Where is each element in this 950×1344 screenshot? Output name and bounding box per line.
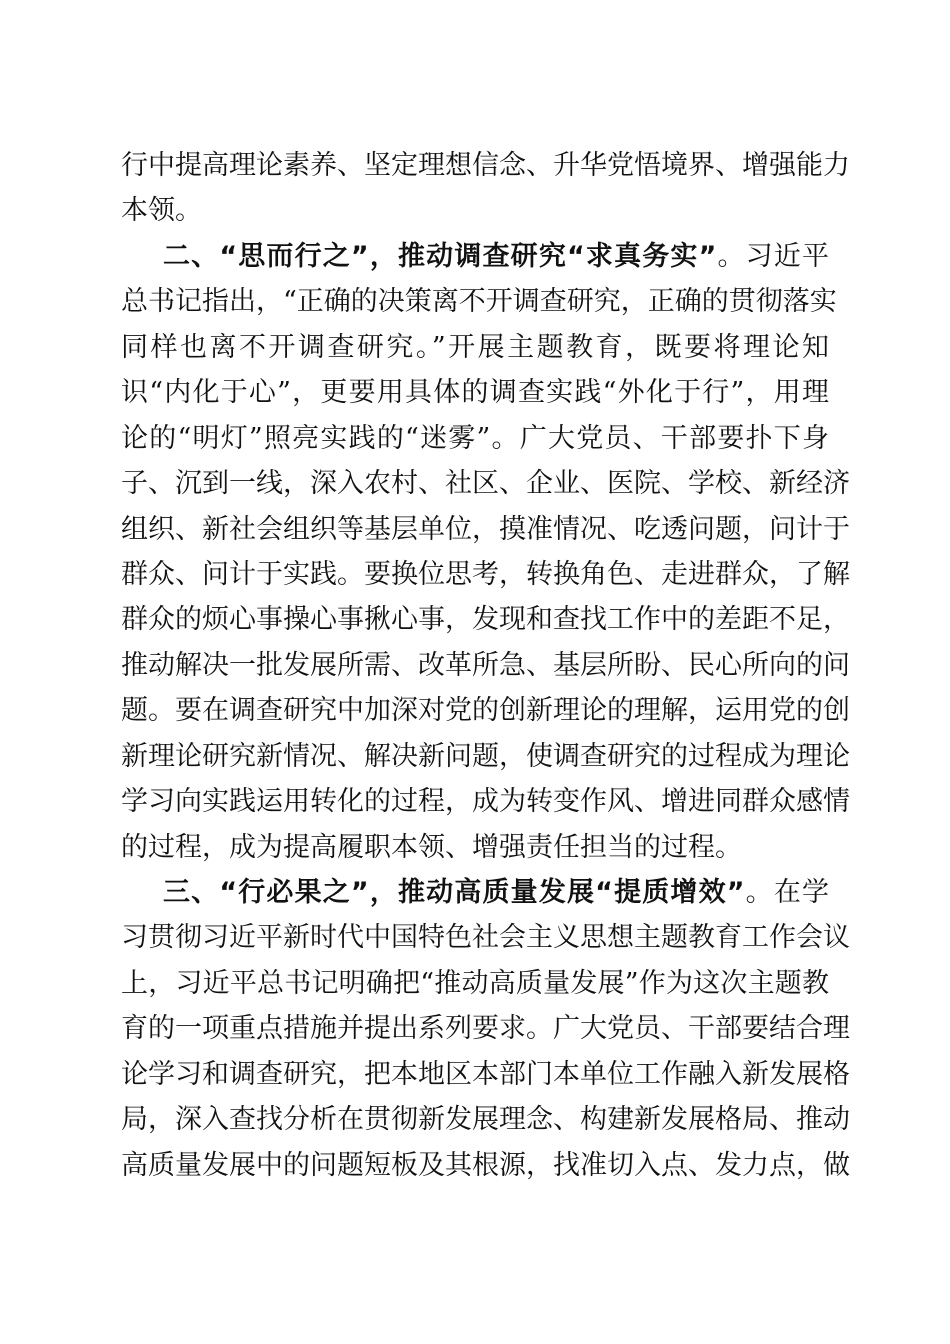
body-line: 题。要在调查研究中加深对党的创新理论的理解，运用党的创 bbox=[121, 695, 850, 727]
body-line: 学习向实践运用转化的过程，成为转变作风、增进同群众感情 bbox=[121, 786, 850, 818]
heading-rest-text: 。习近平 bbox=[716, 240, 829, 272]
body-line: 推动解决一批发展所需、改革所急、基层所盼、民心所向的问 bbox=[121, 649, 850, 681]
body-line: 本领。 bbox=[121, 195, 202, 227]
body-line: 论学习和调查研究，把本地区本部门本单位工作融入新发展格 bbox=[121, 1058, 850, 1090]
body-line: 上，习近平总书记明确把“推动高质量发展”作为这次主题教 bbox=[121, 967, 829, 999]
heading-bold-text: 二、“思而行之”，推动调查研究“求真务实” bbox=[163, 240, 717, 272]
body-line: 子、沉到一线，深入农村、社区、企业、医院、学校、新经济 bbox=[121, 468, 850, 500]
section-heading-2 bbox=[121, 234, 829, 279]
body-line: 论的“明灯”照亮实践的“迷雾”。广大党员、干部要扑下身 bbox=[121, 422, 829, 454]
section-heading-3 bbox=[121, 870, 829, 915]
body-line: 习贯彻习近平新时代中国特色社会主义思想主题教育工作会议 bbox=[121, 922, 850, 954]
body-line: 育的一项重点措施并提出系列要求。广大党员、干部要结合理 bbox=[121, 1013, 850, 1045]
body-line: 同样也离不开调查研究。”开展主题教育，既要将理论知 bbox=[121, 331, 829, 363]
body-line: 高质量发展中的问题短板及其根源，找准切入点、发力点，做 bbox=[121, 1149, 850, 1181]
body-line: 的过程，成为提高履职本领、增强责任担当的过程。 bbox=[121, 831, 742, 863]
body-line: 行中提高理论素养、坚定理想信念、升华党悟境界、增强能力 bbox=[121, 150, 850, 181]
body-line: 新理论研究新情况、解决新问题，使调查研究的过程成为理论 bbox=[121, 740, 850, 772]
document-page bbox=[121, 143, 850, 1188]
body-line: 群众、问计于实践。要换位思考，转换角色、走进群众，了解 bbox=[121, 558, 850, 590]
body-line: 组织、新社会组织等基层单位，摸准情况、吃透问题，问计于 bbox=[121, 513, 850, 545]
body-line: 群众的烦心事操心事揪心事，发现和查找工作中的差距不足， bbox=[121, 604, 850, 636]
body-line: 识“内化于心”，更要用具体的调查实践“外化于行”，用理 bbox=[121, 377, 829, 409]
body-line: 局，深入查找分析在贯彻新发展理念、构建新发展格局、推动 bbox=[121, 1104, 850, 1136]
body-line: 总书记指出，“正确的决策离不开调查研究，正确的贯彻落实 bbox=[121, 286, 837, 318]
heading-rest-text: 。在学 bbox=[744, 877, 830, 908]
heading-bold-text: 三、“行必果之”，推动高质量发展“提质增效” bbox=[163, 877, 745, 908]
